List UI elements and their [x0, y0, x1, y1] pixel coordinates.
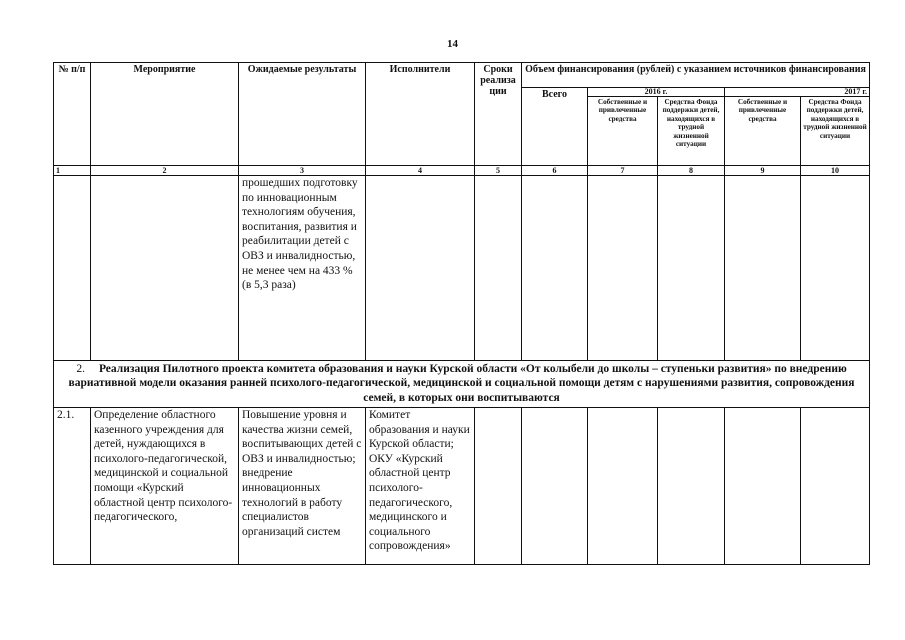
cell-empty — [588, 408, 658, 565]
column-number: 4 — [366, 166, 475, 176]
header-results: Ожидаемые результаты — [239, 63, 366, 166]
header-funding: Объем финансирования (рублей) с указанием источников финансирования — [522, 63, 870, 88]
cell-empty — [801, 176, 870, 361]
header-executors: Исполнители — [366, 63, 475, 166]
section-number: 2. — [76, 363, 85, 375]
header-terms: Сроки реализа ции — [475, 63, 522, 166]
cell-empty — [366, 176, 475, 361]
funding-table — [53, 62, 870, 565]
page-number: 14 — [447, 38, 458, 50]
header-fund-support-2017: Средства Фонда поддержки детей, находящихся в трудной жизненной ситуации — [801, 97, 870, 166]
header-event: Мероприятие — [91, 63, 239, 166]
column-number: 3 — [239, 166, 366, 176]
header-year-2016: 2016 г. — [588, 88, 725, 97]
column-number: 9 — [725, 166, 801, 176]
cell-empty — [725, 176, 801, 361]
cell-empty — [475, 408, 522, 565]
cell-empty — [522, 408, 588, 565]
header-total: Всего — [522, 88, 588, 166]
column-number: 1 — [54, 166, 91, 176]
cell-empty — [522, 176, 588, 361]
header-fund-support-2016: Средства Фонда поддержки детей, находящихся в трудной жизненной ситуации — [658, 97, 725, 166]
column-number: 8 — [658, 166, 725, 176]
header-own-funds-2017: Собственные и привлеченные средства — [725, 97, 801, 166]
section-heading — [54, 361, 870, 408]
header-year-2017: 2017 г. — [725, 88, 870, 97]
row-number: 2.1. — [54, 408, 91, 565]
header-no: № п/п — [54, 63, 91, 166]
cell-empty — [588, 176, 658, 361]
cell-empty — [91, 176, 239, 361]
column-number: 7 — [588, 166, 658, 176]
cell-empty — [658, 408, 725, 565]
section-title: Реализация Пилотного проекта комитета образования и науки Курской области «От колыбели до школы – ступеньки развития» по внедрению вариативной модели оказания ранней психолого-педагогической, медицинской и социальной помощи детям с нарушениями развития, сопровождения семей, в которых они воспитываются — [68, 363, 855, 404]
continued-results: прошедших подготовку по инновационным технологиям обучения, воспитания, развития и реабилитации детей с ОВЗ и инвалидностью, не менее чем на 433 % (в 5,3 раза) — [239, 176, 366, 361]
column-number: 6 — [522, 166, 588, 176]
cell-empty — [54, 176, 91, 361]
row-results: Повышение уровня и качества жизни семей, воспитывающих детей с ОВЗ и инвалидностью; внедрение инновационных технологий в работу специалистов организаций систем — [239, 408, 366, 565]
cell-empty — [475, 176, 522, 361]
column-number: 5 — [475, 166, 522, 176]
row-event: Определение областного казенного учреждения для детей, нуждающихся в психолого-педагогической, медицинской и социальной помощи «Курский областной центр психолого-педагогического, — [91, 408, 239, 565]
cell-empty — [658, 176, 725, 361]
header-own-funds-2016: Собственные и привлеченные средства — [588, 97, 658, 166]
cell-empty — [801, 408, 870, 565]
column-number: 2 — [91, 166, 239, 176]
cell-empty — [725, 408, 801, 565]
column-number: 10 — [801, 166, 870, 176]
row-executors: Комитет образования и науки Курской области; ОКУ «Курский областной центр психолого-педагогического, медицинского и социального сопровождения» — [366, 408, 475, 565]
